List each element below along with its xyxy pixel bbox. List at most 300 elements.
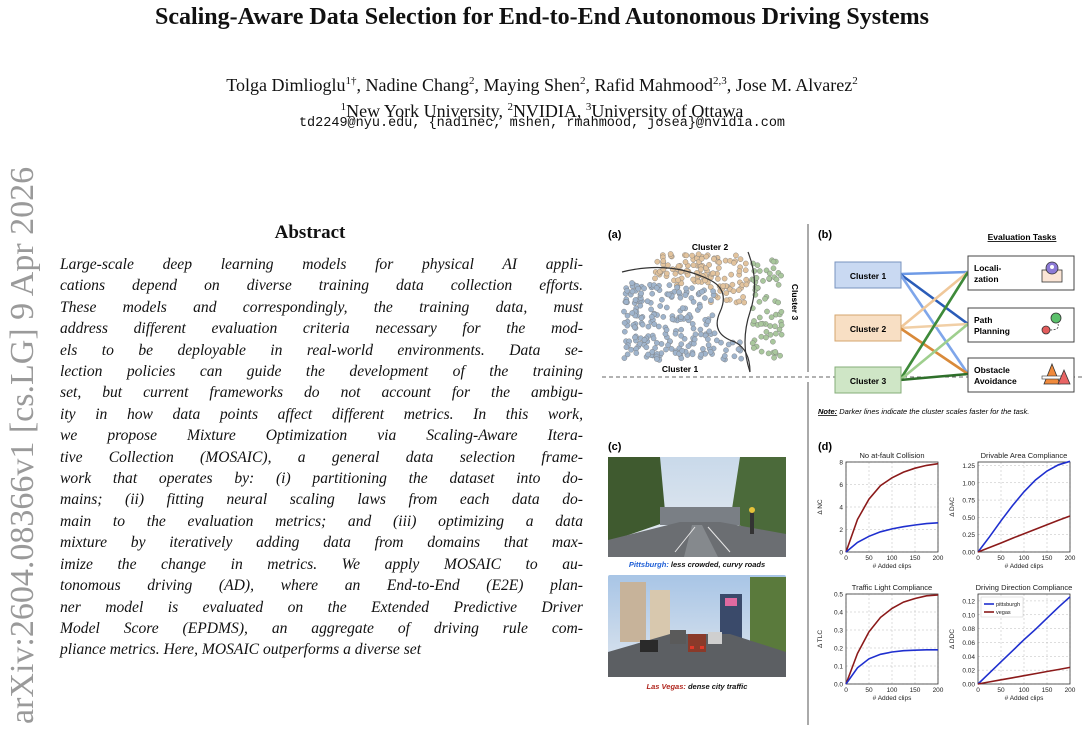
pittsburgh-desc: less crowded, curvy roads	[668, 560, 766, 569]
task-path-line2: Planning	[974, 326, 1010, 336]
author-affiliation-mark: 1†	[345, 75, 357, 87]
cluster-1-point	[638, 303, 643, 308]
cluster-1-point	[632, 325, 637, 330]
cluster-1-point	[642, 286, 647, 291]
note-line	[818, 407, 1029, 416]
scaling-charts	[817, 451, 1076, 702]
cluster-1-point	[684, 286, 689, 291]
affiliation-separator: ,	[576, 101, 586, 121]
abstract-line: mixture by iteratively adding data from domains that max-	[60, 534, 583, 552]
abstract-line: lection policies can guide the development of the training	[60, 363, 583, 381]
abstract-line: els to be deployable in real-world environments. Data se-	[60, 341, 583, 359]
cluster-3-point	[772, 324, 777, 329]
cluster-2-point	[673, 271, 678, 276]
cluster-1-point	[624, 345, 629, 350]
cluster-3-point	[767, 276, 772, 281]
cluster-3-point	[757, 315, 762, 320]
author-affiliation-mark: 2	[468, 75, 475, 87]
cluster-1-point	[708, 349, 713, 354]
task-localization-line2: zation	[974, 274, 999, 284]
cluster-2-point	[668, 251, 673, 256]
arxiv-identifier: arXiv:2604.08366v1 [cs.LG] 9 Apr 2026	[4, 166, 41, 724]
cluster-1-point	[706, 319, 711, 324]
abstract-line: ner model is evaluated on the Extended Predictive Driver	[60, 598, 583, 616]
cluster-3-point	[759, 349, 764, 354]
x-tick-label: 200	[932, 687, 944, 694]
y-tick-label: 0.02	[962, 667, 975, 675]
cluster-1-point	[702, 295, 707, 300]
cluster-1-point	[699, 352, 704, 357]
cluster-1-point	[690, 352, 695, 357]
x-tick-label: 0	[844, 555, 848, 562]
abstract-line: set, but current frameworks do not account for the ambigu-	[60, 384, 583, 402]
x-tick-label: 100	[886, 555, 898, 562]
cluster-1-point	[658, 303, 663, 308]
cluster-2-point	[699, 256, 704, 261]
x-axis-label: # Added clips	[1004, 695, 1044, 702]
cluster-1-point	[679, 327, 684, 332]
y-tick-label: 8	[839, 459, 843, 467]
x-tick-label: 100	[1018, 687, 1030, 694]
cluster-1-point	[698, 327, 703, 332]
cluster-1-point	[739, 356, 744, 361]
cluster-1-point	[654, 356, 659, 361]
cluster-1-point	[654, 285, 659, 290]
cluster-2-point	[665, 263, 670, 268]
cluster-3-point	[768, 332, 773, 337]
legend-label: vegas	[996, 610, 1011, 617]
cluster-3-point	[768, 323, 773, 328]
author-name: Maying Shen	[483, 75, 580, 95]
cluster-2-point	[696, 252, 701, 257]
cluster-1-point	[723, 348, 728, 353]
cluster-1-point	[711, 289, 716, 294]
panel-c-label: (c)	[608, 441, 622, 453]
cluster-1-point	[622, 320, 627, 325]
las-vegas-photo	[608, 575, 786, 677]
author-separator: ,	[726, 75, 736, 95]
cluster-2-point	[744, 282, 749, 287]
evaluation-tasks-heading: Evaluation Tasks	[987, 232, 1057, 242]
cluster-2-point	[716, 265, 721, 270]
x-tick-label: 0	[976, 555, 980, 562]
abstract-line: work that operates by: (i) partitioning the dataset into do-	[60, 470, 583, 488]
cluster-1-point	[706, 342, 711, 347]
chart-3	[817, 583, 944, 702]
cluster-1-point	[621, 309, 626, 314]
cluster-1-point	[679, 342, 684, 347]
cluster-1-point	[644, 345, 649, 350]
cluster-1-point	[661, 314, 666, 319]
cluster-1-point	[675, 285, 680, 290]
cluster-3-point	[762, 296, 767, 301]
cluster-3-label: Cluster 3	[790, 283, 800, 321]
cluster-3-point	[776, 282, 781, 287]
x-tick-label: 150	[1041, 687, 1053, 694]
task-path-line1: Path	[974, 315, 993, 325]
note-label: Note:	[818, 407, 838, 416]
cluster-3-point	[764, 309, 769, 314]
chart-4	[949, 583, 1076, 702]
chart-2	[949, 451, 1076, 570]
chart-title: Traffic Light Compliance	[851, 583, 933, 592]
cluster-boxes	[835, 262, 901, 393]
cluster-1-point	[625, 288, 630, 293]
cluster-1-point	[639, 291, 644, 296]
legend-label: pittsburgh	[996, 602, 1021, 609]
affiliation-mark: 1	[340, 101, 347, 113]
abstract-body	[60, 254, 583, 661]
cluster-3-point	[767, 271, 772, 276]
x-tick-label: 50	[865, 555, 873, 562]
y-tick-label: 0	[839, 549, 843, 557]
y-tick-label: 0.5	[833, 591, 843, 599]
author-separator: ,	[356, 75, 366, 95]
abstract-line: mains; (ii) fitting neural scaling laws from each data do-	[60, 491, 583, 509]
cluster-3-point	[770, 339, 775, 344]
chart-title: Drivable Area Compliance	[980, 451, 1068, 460]
cluster-2-label: Cluster 2	[691, 242, 729, 252]
author-separator: ,	[474, 75, 484, 95]
cluster-2-point	[664, 271, 669, 276]
cluster-2-point	[744, 277, 749, 282]
abstract-line: cations depend on diverse training data collection efforts.	[60, 277, 583, 295]
cluster-1-point	[630, 289, 635, 294]
abstract-line: main to the evaluation metrics; and (iii) optimizing a data	[60, 512, 583, 530]
affiliation-separator: ,	[498, 101, 508, 121]
cluster-2-point	[722, 276, 727, 281]
abstract-line: Model Score (EPDMS), an aggregate of driving rule com-	[60, 619, 583, 637]
cluster-1-point	[679, 333, 684, 338]
y-axis-label: Δ NC	[817, 499, 824, 515]
chart-title: Driving Direction Compliance	[975, 583, 1073, 592]
cluster-1-point	[732, 354, 737, 359]
cluster-1-point	[689, 286, 694, 291]
y-tick-label: 0.0	[833, 681, 843, 689]
x-tick-label: 200	[1064, 687, 1076, 694]
cluster-1-point	[659, 297, 664, 302]
cluster-1-point	[650, 291, 655, 296]
cluster-2-point	[737, 299, 742, 304]
cluster-1-point	[705, 337, 710, 342]
cluster-1-box-label: Cluster 1	[849, 271, 887, 281]
cluster-2-point	[730, 282, 735, 287]
cluster-2-point	[698, 267, 703, 272]
cluster-1-point	[640, 322, 645, 327]
cluster-1-point	[649, 307, 654, 312]
y-tick-label: 0.12	[962, 598, 975, 606]
cluster-2-point	[711, 256, 716, 261]
cluster-2-point	[710, 271, 715, 276]
figure-canvas	[600, 222, 1084, 725]
cluster-1-point	[649, 314, 654, 319]
cluster-1-point	[646, 324, 651, 329]
cluster-2-point	[742, 300, 747, 305]
y-tick-label: 0.10	[962, 612, 975, 620]
cluster-2-point	[676, 278, 681, 283]
cluster-1-point	[630, 310, 635, 315]
abstract-line: tonomous driving (AD), where an End-to-End (E2E) plan-	[60, 577, 583, 595]
y-tick-label: 4	[839, 504, 843, 512]
author-name: Nadine Chang	[365, 75, 469, 95]
cluster-1-point	[664, 305, 669, 310]
cluster-3-point	[766, 351, 771, 356]
x-tick-label: 100	[886, 687, 898, 694]
cluster-2-point	[696, 279, 701, 284]
cluster-3-point	[779, 273, 784, 278]
cluster-3-box-label: Cluster 3	[849, 376, 887, 386]
y-tick-label: 0.00	[962, 681, 975, 689]
cluster-2-point	[738, 257, 743, 262]
author-list	[0, 70, 1084, 96]
affiliation-name: New York University	[346, 101, 499, 121]
cluster-1-point	[636, 286, 641, 291]
cluster-1-point	[646, 352, 651, 357]
cluster-2-point	[721, 283, 726, 288]
cluster-1-point	[673, 331, 678, 336]
chart-legend	[981, 597, 1023, 617]
cluster-2-point	[731, 260, 736, 265]
cluster-1-point	[652, 322, 657, 327]
author-affiliation-mark: 2,3	[712, 75, 727, 87]
x-tick-label: 50	[865, 687, 873, 694]
cluster-1-point	[680, 306, 685, 311]
y-tick-label: 2	[839, 527, 843, 534]
pittsburgh-place: Pittsburgh:	[628, 560, 669, 569]
panel-d-label: (d)	[818, 441, 833, 453]
cluster-1-point	[697, 304, 702, 309]
cluster-1-point	[654, 340, 659, 345]
cluster-2-point	[691, 263, 696, 268]
cluster-3-point	[774, 277, 779, 282]
cluster-1-point	[685, 315, 690, 320]
author-separator: ,	[585, 75, 595, 95]
cluster-2-point	[737, 269, 742, 274]
cluster-3-point	[758, 321, 763, 326]
y-tick-label: 0.04	[962, 653, 975, 661]
author-affiliation-mark: 2	[579, 75, 586, 87]
cluster-1-point	[714, 338, 719, 343]
cluster-2-point	[652, 276, 657, 281]
abstract-line: Large-scale deep learning models for physical AI appli-	[60, 256, 583, 273]
cluster-1-point	[645, 299, 650, 304]
task-localization-line1: Locali-	[974, 263, 1002, 273]
cluster-3-point	[771, 259, 776, 264]
cluster-1-point	[666, 292, 671, 297]
cluster-1-point	[708, 298, 713, 303]
x-tick-label: 50	[997, 687, 1005, 694]
cluster-1-point	[670, 317, 675, 322]
link-c1-localization	[900, 272, 968, 274]
pittsburgh-caption	[629, 560, 765, 569]
x-tick-label: 0	[844, 687, 848, 694]
cluster-1-point	[622, 329, 627, 334]
paper-title: Scaling-Aware Data Selection for End-to-End Autonomous Driving Systems	[154, 4, 930, 30]
x-tick-label: 200	[932, 555, 944, 562]
las-vegas-caption	[647, 682, 749, 691]
task-obstacle-box	[968, 358, 1074, 392]
author-name: Jose M. Alvarez	[735, 75, 853, 95]
cluster-3-point	[779, 332, 784, 337]
author-name: Rafid Mahmood	[594, 75, 713, 95]
cluster-3-point	[771, 266, 776, 271]
y-tick-label: 1.25	[962, 462, 975, 470]
cluster-2-point	[707, 262, 712, 267]
x-tick-label: 150	[909, 555, 921, 562]
cluster-1-point	[664, 327, 669, 332]
cluster-2-point	[741, 294, 746, 299]
abstract-line: These models and correspondingly, the training data, must	[60, 298, 583, 316]
cluster-1-point	[691, 299, 696, 304]
cluster-3-point	[773, 349, 778, 354]
cluster-1-point	[693, 332, 698, 337]
cluster-1-point	[639, 315, 644, 320]
cluster-1-point	[690, 321, 695, 326]
cluster-2-point	[743, 268, 748, 273]
cluster-1-point	[678, 314, 683, 319]
cluster-3-point	[769, 315, 774, 320]
arxiv-sidebar	[0, 166, 48, 725]
cluster-1-point	[722, 353, 727, 358]
cluster-1-point	[629, 280, 634, 285]
affiliation-name: NVIDIA	[512, 101, 577, 121]
teaser-figure	[600, 222, 1084, 725]
cluster-3-point	[751, 345, 756, 350]
pittsburgh-photo	[608, 457, 786, 557]
x-tick-label: 200	[1064, 555, 1076, 562]
cluster-3-point	[757, 299, 762, 304]
y-tick-label: 6	[839, 482, 843, 489]
cluster-1-point	[625, 313, 630, 318]
cluster-3-point	[755, 285, 760, 290]
cluster-2-point	[729, 272, 734, 277]
cluster-2-point	[684, 253, 689, 258]
note-text: Darker lines indicate the cluster scales faster for the task.	[837, 407, 1030, 416]
chart-title: No at-fault Collision	[859, 451, 925, 460]
cluster-3-point	[778, 353, 783, 358]
x-tick-label: 150	[1041, 555, 1053, 562]
cluster-1-point	[678, 295, 683, 300]
cluster-2-point	[676, 264, 681, 269]
cluster-2-point	[731, 289, 736, 294]
task-boxes	[968, 256, 1074, 392]
cluster-1-point	[686, 344, 691, 349]
cluster-3-point	[772, 355, 777, 360]
cluster-2-point	[661, 259, 666, 264]
y-tick-label: 0.4	[833, 609, 843, 617]
cluster-1-point	[710, 313, 715, 318]
panel-a-label: (a)	[608, 229, 622, 241]
cluster-1-point	[699, 289, 704, 294]
chart-1	[817, 451, 944, 570]
author-affiliation-mark: 2	[852, 75, 858, 87]
cluster-1-point	[659, 341, 664, 346]
y-tick-label: 0.1	[833, 663, 843, 671]
cluster-1-point	[707, 329, 712, 334]
cluster-2-point	[683, 259, 688, 264]
abstract-heading: Abstract	[274, 222, 346, 243]
cluster-2-box-label: Cluster 2	[849, 324, 887, 334]
y-axis-label: Δ DAC	[949, 497, 956, 517]
cluster-3-point	[777, 327, 782, 332]
x-axis-label: # Added clips	[1004, 563, 1044, 570]
x-tick-label: 150	[909, 687, 921, 694]
affiliation-mark: 2	[507, 101, 513, 113]
author-emails: td2249@nyu.edu, {nadinec, mshen, rmahmood, josea}@nvidia.com	[298, 116, 786, 131]
abstract-line: ity in how data points affect different metrics. In this work,	[60, 405, 583, 423]
las-vegas-place: Las Vegas:	[646, 682, 686, 691]
cluster-3-point	[776, 300, 781, 305]
y-tick-label: 0.08	[962, 626, 975, 634]
cluster-3-point	[773, 331, 778, 336]
cluster-1-label: Cluster 1	[661, 364, 699, 374]
x-tick-label: 50	[997, 555, 1005, 562]
y-tick-label: 0.50	[962, 514, 975, 522]
cluster-2-point	[655, 259, 660, 264]
cluster-1-point	[642, 337, 647, 342]
cluster-1-point	[736, 347, 741, 352]
affiliation-name: University of Ottawa	[591, 101, 744, 121]
cluster-2-point	[736, 288, 741, 293]
affiliation-mark: 3	[585, 101, 592, 113]
cluster-2-point	[717, 260, 722, 265]
cluster-1-point	[698, 332, 703, 337]
y-axis-label: Δ DDC	[949, 629, 956, 649]
y-tick-label: 0.00	[962, 549, 975, 557]
cluster-1-point	[677, 290, 682, 295]
y-tick-label: 0.06	[962, 639, 975, 647]
cluster-1-point	[651, 336, 656, 341]
cluster-2-point	[733, 253, 738, 258]
cluster-1-point	[700, 346, 705, 351]
cluster-1-point	[625, 352, 630, 357]
cluster-3-point	[751, 318, 756, 323]
task-obstacle-line1: Obstacle	[974, 365, 1010, 375]
cluster-1-point	[691, 326, 696, 331]
cluster-1-point	[683, 293, 688, 298]
abstract-line: address different evaluation criteria necessary for the mod-	[60, 320, 583, 338]
panel-b-label: (b)	[818, 229, 833, 241]
y-tick-label: 0.3	[833, 627, 843, 635]
cluster-3-point	[763, 335, 768, 340]
cluster-2-point	[690, 253, 695, 258]
author-name: Tolga Dimlioglu	[226, 75, 346, 95]
cluster-3-point	[760, 278, 765, 283]
cluster-1-point	[680, 348, 685, 353]
cluster-1-point	[712, 331, 717, 336]
cluster-task-lines	[900, 272, 968, 380]
y-axis-label: Δ TLC	[817, 629, 824, 649]
cluster-1-point	[632, 335, 637, 340]
abstract-line: tive Collection (MOSAIC), a general data selection frame-	[60, 448, 583, 466]
cluster-2-point	[743, 261, 748, 266]
cluster-2-point	[715, 276, 720, 281]
cluster-1-point	[692, 337, 697, 342]
y-tick-label: 1.00	[962, 480, 975, 488]
cluster-3-point	[759, 334, 764, 339]
y-tick-label: 0.25	[962, 532, 975, 540]
cluster-1-point	[629, 347, 634, 352]
x-axis-label: # Added clips	[872, 563, 912, 570]
abstract-line: pliance metrics. Here, MOSAIC outperforms a diverse set	[60, 641, 422, 659]
x-axis-label: # Added clips	[872, 695, 912, 702]
cluster-1-point	[624, 299, 629, 304]
cluster-2-point	[691, 277, 696, 282]
cluster-1-point	[665, 343, 670, 348]
cluster-3-point	[757, 268, 762, 273]
task-obstacle-line2: Avoidance	[974, 376, 1017, 386]
y-tick-label: 0.75	[962, 497, 975, 505]
